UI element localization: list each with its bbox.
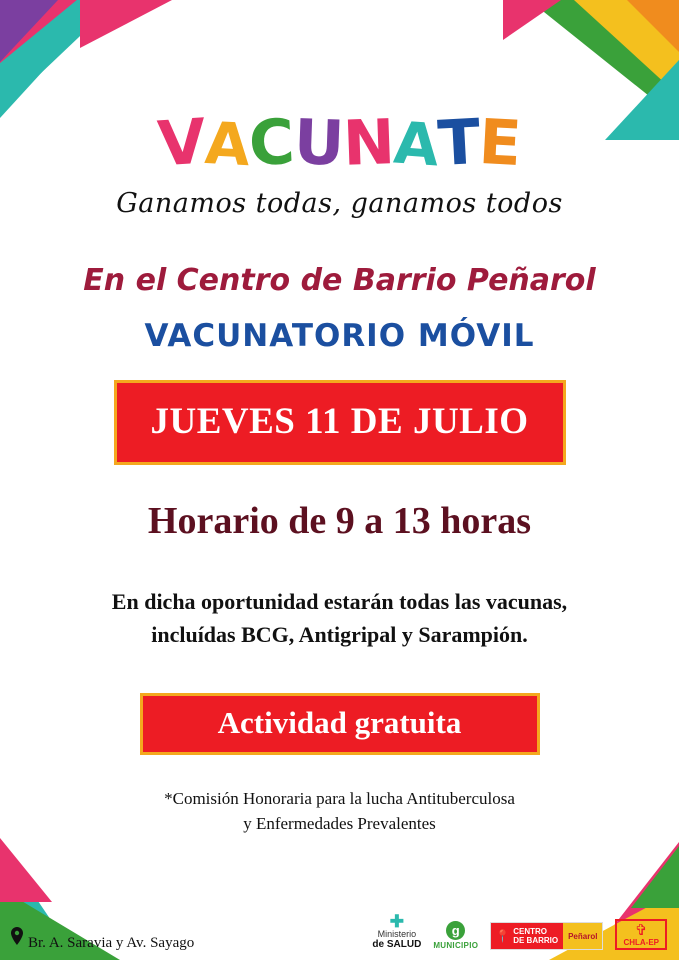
centro-barrio-yellow-block: [563, 923, 602, 949]
msp-line-2: de SALUD: [372, 939, 422, 950]
address-text: Br. A. Saravia y Av. Sayago: [28, 935, 195, 951]
centro-barrio-text: [513, 927, 558, 945]
location-heading: En el Centro de Barrio Peñarol: [83, 263, 596, 298]
free-activity-text: Actividad gratuita: [217, 705, 462, 740]
location-pin-icon: [10, 927, 24, 950]
chla-label: CHLA-EP: [623, 938, 659, 947]
date-text: JUEVES 11 DE JULIO: [150, 401, 529, 442]
centro-barrio-line-1: CENTRO: [513, 927, 547, 936]
wordmark-letter-a1: A: [203, 108, 252, 180]
wordmark-letter-u: U: [292, 105, 345, 180]
wordmark-letter-c: C: [247, 104, 296, 181]
logo-strip: [372, 912, 667, 950]
wordmark-letter-e: E: [477, 104, 523, 181]
medical-cross-icon: ✚: [389, 912, 404, 931]
logo-ministerio-salud: [372, 912, 422, 950]
centro-barrio-line-2: DE BARRIO: [513, 936, 559, 945]
vaccines-note-line-2: incluídas BCG, Antigripal y Sarampión.: [151, 622, 528, 647]
vaccines-note-line-1: En dicha oportunidad estarán todas las vacunas,: [111, 589, 568, 614]
logo-municipio-g: [433, 921, 478, 950]
free-activity-banner: [140, 693, 540, 755]
wordmark-letter-a2: A: [391, 108, 441, 180]
centro-barrio-red-block: [491, 923, 563, 949]
vacunate-wordmark: [0, 104, 679, 181]
commission-note: [0, 787, 679, 836]
location-pin-icon: 📍: [495, 929, 511, 943]
msp-line-1: Ministerio: [377, 929, 417, 939]
tagline: Ganamos todas, ganamos todos: [116, 188, 563, 219]
cross-ribbon-icon: ✞: [634, 922, 648, 939]
commission-line-2: y Enfermedades Prevalentes: [243, 813, 436, 833]
commission-line-1: *Comisión Honoraria para la lucha Antituberculosa: [164, 789, 515, 808]
poster-footer: [0, 886, 679, 960]
vaccines-note: [0, 585, 679, 651]
municipio-g-icon: g: [446, 921, 465, 940]
municipio-label: MUNICIPIO: [433, 941, 479, 950]
logo-centro-de-barrio: [490, 922, 603, 950]
wordmark-letter-n: N: [341, 105, 396, 180]
hours-text: Horario de 9 a 13 horas: [147, 500, 532, 542]
wordmark-letter-t: T: [436, 104, 482, 181]
wordmark-letter-v: V: [155, 104, 208, 181]
logo-chla-ep: [615, 919, 667, 950]
mobile-unit-heading: VACUNATORIO MÓVIL: [144, 318, 535, 354]
date-banner: [114, 380, 566, 465]
centro-barrio-neighborhood: Peñarol: [568, 931, 598, 941]
address-block: [10, 927, 194, 952]
